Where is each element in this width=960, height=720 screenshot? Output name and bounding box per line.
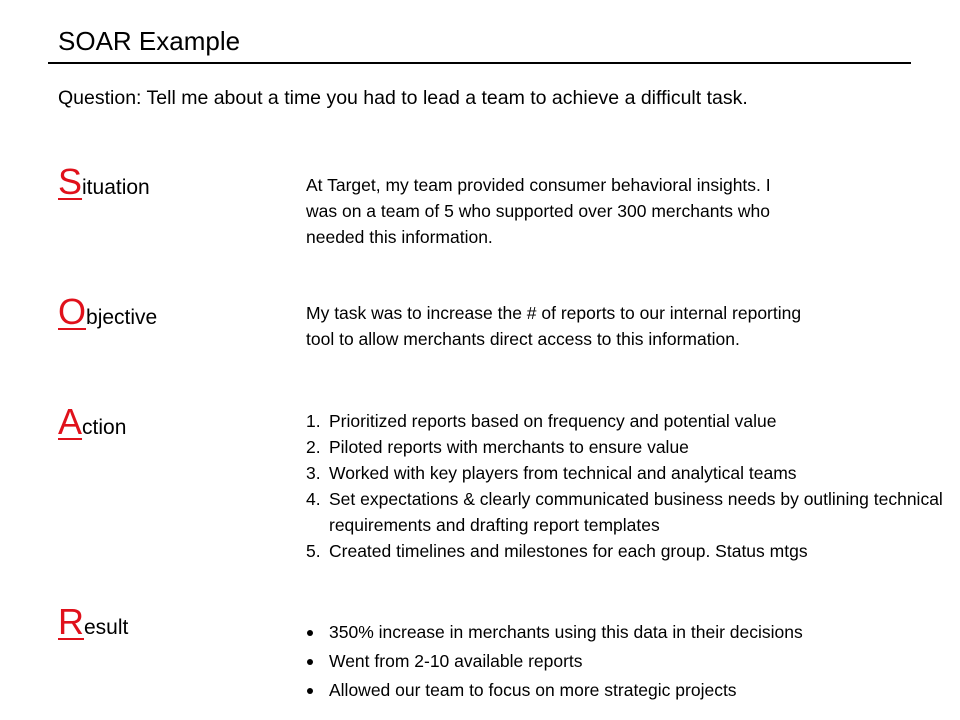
item-number: 2. (306, 437, 321, 457)
item-text: Created timelines and milestones for each group. Status mtgs (329, 541, 808, 561)
item-text: Prioritized reports based on frequency and potential value (329, 411, 777, 431)
heading-initial: S (58, 161, 83, 202)
heading-initial: A (58, 401, 83, 442)
list-item (306, 434, 950, 460)
text-line: My task was to increase the # of reports to our internal reporting (306, 303, 802, 323)
heading-action (58, 400, 126, 452)
heading-situation (58, 160, 150, 212)
bullet-icon (307, 630, 313, 636)
text-line: At Target, my team provided consumer behavioral insights. I (306, 175, 771, 195)
text-line: was on a team of 5 who supported over 300 merchants who (306, 201, 771, 221)
item-text: 350% increase in merchants using this data in their decisions (329, 622, 803, 642)
heading-rest: bjective (86, 306, 158, 329)
action-list (306, 408, 950, 564)
page-title: SOAR Example (58, 26, 241, 56)
heading-objective (58, 290, 157, 342)
objective-text (306, 300, 950, 352)
heading-result (58, 600, 128, 652)
item-text: Allowed our team to focus on more strategic projects (329, 680, 737, 700)
result-list (306, 618, 950, 705)
text-line: needed this information. (306, 227, 493, 247)
list-item (306, 647, 950, 676)
list-item (306, 486, 950, 538)
list-item (306, 538, 950, 564)
list-item (306, 460, 950, 486)
heading-rest: ction (82, 416, 127, 439)
title-divider (48, 62, 911, 64)
list-item (306, 408, 950, 434)
heading-rest: ituation (82, 176, 150, 199)
item-number: 3. (306, 463, 321, 483)
item-number: 1. (306, 411, 321, 431)
bullet-icon (307, 659, 313, 665)
heading-initial: R (58, 601, 84, 642)
item-text: Set expectations & clearly communicated business needs by outlining technical requirements and drafting report templates (329, 489, 943, 535)
list-item (306, 676, 950, 705)
item-text: Worked with key players from technical and analytical teams (329, 463, 797, 483)
item-number: 5. (306, 541, 321, 561)
text-line: tool to allow merchants direct access to this information. (306, 329, 740, 349)
item-text: Piloted reports with merchants to ensure value (329, 437, 689, 457)
situation-text (306, 172, 950, 250)
bullet-icon (307, 688, 313, 694)
heading-initial: O (58, 291, 87, 332)
item-text: Went from 2-10 available reports (329, 651, 583, 671)
heading-rest: esult (84, 616, 129, 639)
item-number: 4. (306, 489, 321, 509)
list-item (306, 618, 950, 647)
question-text: Question: Tell me about a time you had to lead a team to achieve a difficult task. (58, 87, 748, 109)
